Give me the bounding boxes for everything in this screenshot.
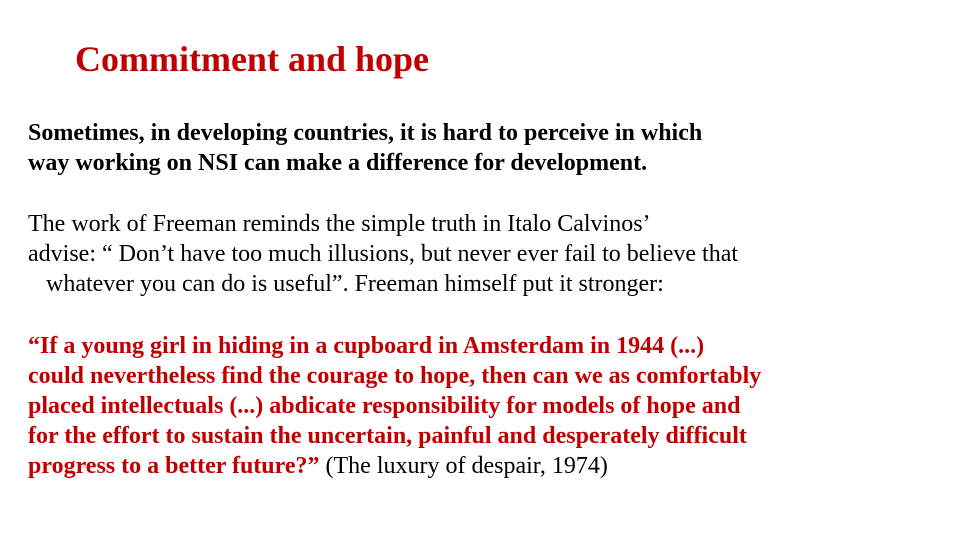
- calvino-paragraph: [28, 209, 928, 299]
- quote-line: placed intellectuals (...) abdicate responsibility for models of hope and: [28, 393, 741, 419]
- calvino-line: advise: “ Don’t have too much illusions, but never ever fail to believe that: [28, 241, 739, 267]
- freeman-quote-paragraph: [28, 331, 928, 481]
- slide-title: Commitment and hope: [75, 39, 430, 79]
- quote-line: “If a young girl in hiding in a cupboard in Amsterdam in 1944 (...): [28, 333, 705, 359]
- calvino-line: whatever you can do is useful”. Freeman himself put it stronger:: [46, 271, 664, 297]
- intro-line: way working on NSI can make a difference for development.: [28, 150, 648, 176]
- quote-line: could nevertheless find the courage to hope, then can we as comfortably: [28, 363, 762, 389]
- intro-paragraph: [28, 118, 928, 178]
- quote-citation: (The luxury of despair, 1974): [319, 453, 608, 479]
- quote-line: for the effort to sustain the uncertain, painful and desperately difficult: [28, 423, 747, 449]
- quote-last-line: [28, 451, 928, 481]
- intro-line: Sometimes, in developing countries, it is hard to perceive in which: [28, 120, 703, 146]
- calvino-line: The work of Freeman reminds the simple truth in Italo Calvinos’: [28, 211, 651, 237]
- quote-line: progress to a better future?”: [28, 453, 320, 479]
